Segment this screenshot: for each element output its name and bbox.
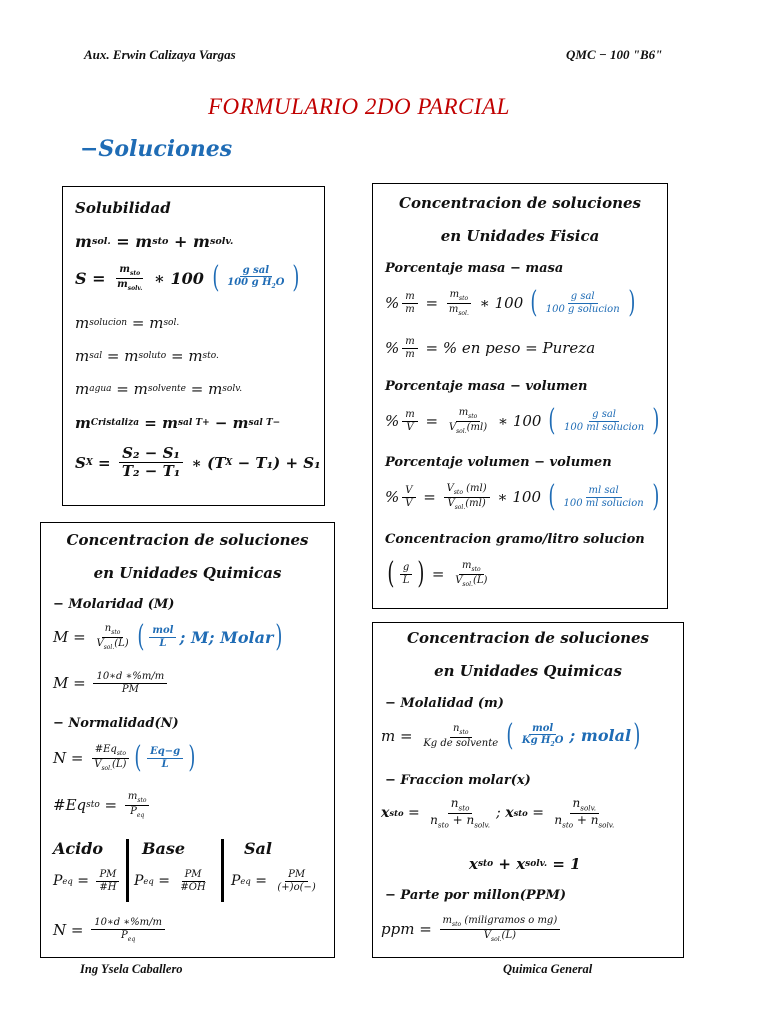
quimicas-left-box bbox=[40, 522, 335, 958]
eq-peso-eq-sal: P eq = $\frac{PM}{(+)o(-)}$ bbox=[231, 869, 316, 893]
eq-equivalentes: #Eq sto = $m_{sto}$ $P_{eq}$ bbox=[53, 791, 152, 820]
solubilidad-heading: Solubilidad bbox=[75, 199, 171, 217]
fisica-heading-1: Concentracion de soluciones bbox=[399, 194, 641, 212]
label-masa-masa: Porcentaje masa − masa bbox=[385, 261, 564, 276]
quimicas-left-heading-2: en Unidades Quimicas bbox=[93, 564, 282, 582]
footer-subject: Quimica General bbox=[503, 962, 593, 976]
eq-porcentaje-masa-volumen: % $\frac{m}{V}$ = $m_{sto}$ $V_{sol.}(ml)$ ∗ 100 ( g sal 100 ml solucion ) bbox=[385, 403, 660, 438]
footer-teacher: Ing Ysela Caballero bbox=[80, 962, 183, 976]
label-normalidad: − Normalidad(N) bbox=[53, 716, 179, 731]
quimicas-right-heading-1: Concentracion de soluciones bbox=[407, 629, 649, 647]
eq-molaridad: M = $n_{sto}$ $V_{sol.}(L)$ ( mol L ; M; Molar ) bbox=[53, 619, 283, 654]
eq-solubilidad-interpolacion: S X = $\frac{\text{S₂ − S₁}}{\text{T₂ − T₁}}$ ∗ (T X − T₁) + S₁ bbox=[75, 444, 321, 481]
label-gramo-litro: Concentracion gramo/litro solucion bbox=[385, 532, 645, 547]
eq-porcentaje-masa-masa: % $\frac{m}{m}$ = $m_{sto}$ $m_{sol.}$ ∗ 100 ( g sal 100 g solucion ) bbox=[385, 285, 636, 320]
quimicas-left-heading-1: Concentracion de soluciones bbox=[66, 531, 309, 549]
column-divider-1 bbox=[126, 839, 129, 902]
quimicas-right-box bbox=[372, 622, 684, 958]
eq-molaridad-densidad: M = $\frac{10∗d ∗\%m/m}{PM}$ bbox=[53, 671, 170, 695]
label-molaridad: − Molaridad (M) bbox=[53, 597, 175, 612]
eq-normalidad-densidad: N = 10∗d ∗%m/m $P_{eq}$ bbox=[53, 917, 168, 943]
page-title: FORMULARIO 2DO PARCIAL bbox=[208, 94, 510, 119]
eq-porcentaje-volumen-volumen: % $\frac{V}{V}$ = $V_{sto}$ (ml) $V_{sol.}(ml)$ ∗ 100 ( ml sal 100 ml solucion ) bbox=[385, 479, 660, 514]
eq-molalidad: m = $n_{sto}$ Kg de solvente ( mol Kg $H_2O$ ; molal ) bbox=[381, 718, 641, 753]
quimicas-right-heading-2: en Unidades Quimicas bbox=[434, 662, 622, 680]
fisica-box bbox=[372, 183, 668, 609]
eq-solubilidad: S = $m_{sto}$ $m_{solv.}$ ∗ 100 ( g sal 100 g $H_2O$ ) bbox=[75, 260, 300, 295]
label-fraccion-molar: − Fraccion molar(x) bbox=[385, 773, 531, 788]
eq-ppm: ppm = $m_{sto}$ (miligramos o mg) $V_{sol.}(L)$ bbox=[381, 915, 563, 944]
label-acido: Acido bbox=[53, 839, 104, 858]
section-title: −Soluciones bbox=[80, 136, 233, 162]
label-base: Base bbox=[142, 839, 186, 858]
eq-fraccion-molar: x sto = $n_{sto}$ $n_{sto} + n_{solv.}$ ; x sto = $n_{solv.}$ $n_{sto} + n_{solv.}$ bbox=[381, 796, 615, 830]
label-volumen-volumen: Porcentaje volumen − volumen bbox=[385, 455, 612, 470]
eq-pureza: % $\frac{m}{m}$ = % en peso = Pureza bbox=[385, 336, 596, 360]
eq-masa-solucion: m sol. = m sto + m solv. bbox=[75, 232, 234, 251]
eq-normalidad: N = $\#Eq_{sto}$ $V_{sol.}(L)$ ( $\frac{Eq-g}{L}$ ) bbox=[53, 740, 196, 775]
label-ppm: − Parte por millon(PPM) bbox=[385, 888, 566, 903]
label-sal: Sal bbox=[244, 839, 272, 858]
solubilidad-box bbox=[62, 186, 325, 506]
eq-peso-eq-base: P eq = $\frac{PM}{\#OH}$ bbox=[134, 869, 206, 893]
fisica-heading-2: en Unidades Fisica bbox=[440, 227, 600, 245]
header-author: Aux. Erwin Calizaya Vargas bbox=[84, 47, 236, 62]
label-molalidad: − Molalidad (m) bbox=[385, 696, 504, 711]
eq-gramo-litro: ( g L ) = $m_{sto}$ $V_{sol.}(L)$ bbox=[387, 556, 488, 591]
eq-masa-agua: m agua = m solvente = m solv. bbox=[75, 380, 243, 398]
eq-suma-fracciones: x sto + x solv. = 1 bbox=[469, 855, 581, 873]
label-masa-volumen: Porcentaje masa − volumen bbox=[385, 379, 588, 394]
column-divider-2 bbox=[221, 839, 224, 902]
eq-masa-solucion-2: m solucion = m sol. bbox=[75, 314, 180, 332]
eq-peso-eq-acido: P eq = $\frac{PM}{\#H}$ bbox=[53, 869, 123, 893]
eq-cristaliza: m Cristaliza = m sal T+ − m sal T− bbox=[75, 414, 281, 432]
header-course: QMC − 100 "B6" bbox=[566, 47, 663, 62]
eq-masa-sal: m sal = m soluto = m sto. bbox=[75, 347, 219, 365]
